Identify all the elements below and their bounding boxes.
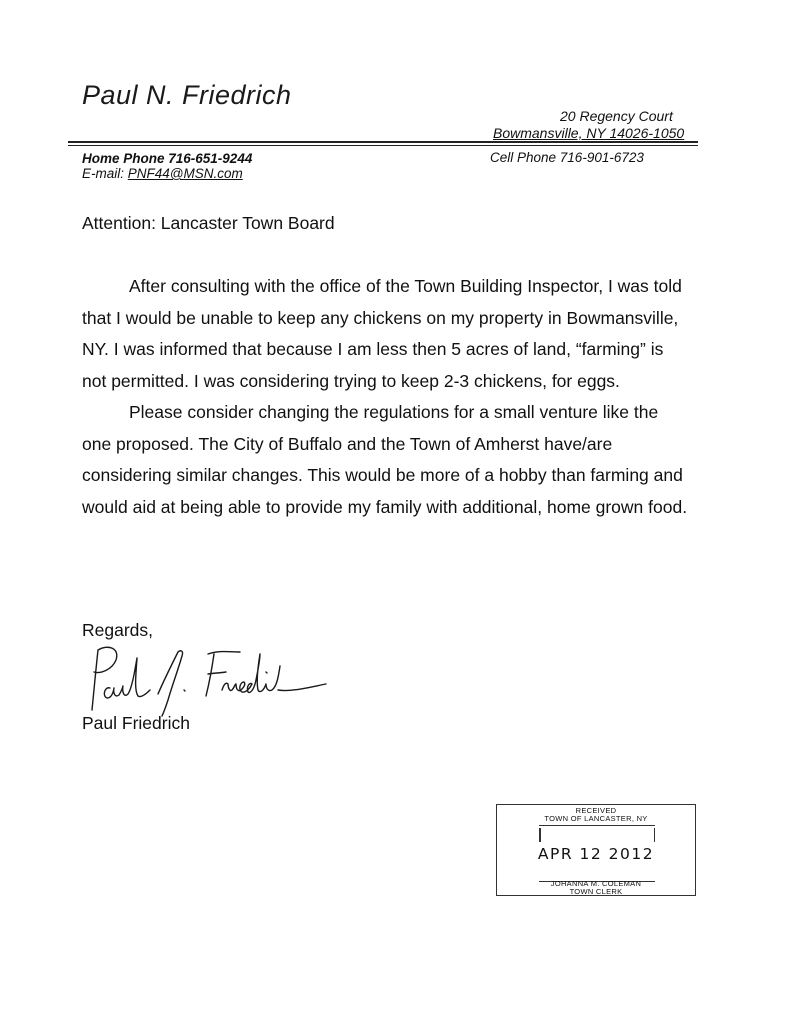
body-paragraph-1: After consulting with the office of the Town Building Inspector, I was told that I would be unable to keep any chickens on my property in Bowmansville, NY. I was informed that because I am less then 5 acres of land, “farming” is not permitted. I was considering trying to keep 2-3 chickens, for eggs. (82, 276, 682, 391)
address-line-2: Bowmansville, NY 14026-1050 (493, 125, 685, 141)
stamp-town: TOWN OF LANCASTER, NY (544, 814, 648, 823)
letterhead-divider-thin (68, 145, 698, 146)
stamp-date: APR 12 2012 (537, 845, 655, 863)
handwritten-signature (80, 640, 330, 718)
letterhead-name: Paul N. Friedrich (82, 80, 292, 110)
email-row (82, 166, 243, 181)
email-label: E-mail: (82, 166, 125, 181)
closing: Regards, (82, 620, 154, 640)
stamp-received-label: RECEIVED (575, 806, 617, 815)
address-line-1: 20 Regency Court (560, 108, 673, 124)
letter-body (82, 271, 692, 523)
letterhead-divider (68, 141, 698, 143)
stamp-clerk-name: JOHANNA M. COLEMAN (550, 879, 642, 888)
stamp-clerk-title: TOWN CLERK (569, 887, 623, 896)
attention-line: Attention: Lancaster Town Board (82, 213, 335, 233)
email-link[interactable]: PNF44@MSN.com (127, 166, 243, 181)
printed-name: Paul Friedrich (82, 713, 190, 733)
cell-phone: Cell Phone 716-901-6723 (490, 150, 644, 165)
received-stamp (496, 804, 696, 896)
body-paragraph-2: Please consider changing the regulations for a small venture like the one proposed. The City of Buffalo and the Town of Amherst have/are considering similar changes. This would be more of a hobby than farming and would aid at being able to provide my family with additional, home grown food. (82, 402, 688, 517)
home-phone: Home Phone 716-651-9244 (82, 151, 253, 166)
